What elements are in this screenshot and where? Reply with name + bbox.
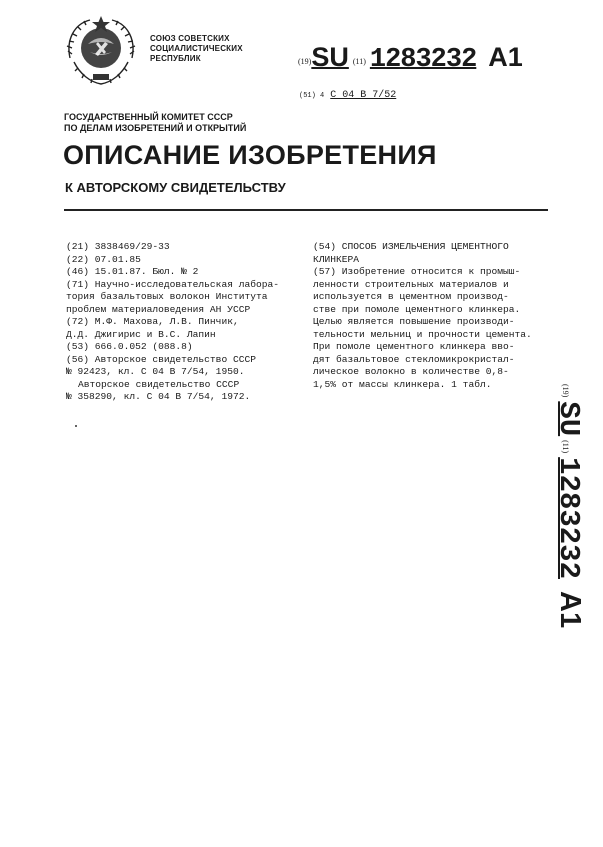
ipc-code: С 04 В 7/52 — [330, 90, 397, 101]
header-divider — [64, 209, 548, 211]
abstract-line: При помоле цементного клинкера вво- — [313, 341, 515, 352]
abstract-column — [313, 241, 545, 391]
biblio-line: (21) 3838469/29-33 — [66, 241, 170, 252]
abstract-line: тельности мельниц и прочности цемента. — [313, 328, 532, 340]
biblio-line: Д.Д. Джигирис и В.С. Лапин — [66, 328, 216, 340]
union-name — [150, 34, 243, 64]
union-line: РЕСПУБЛИК — [150, 54, 201, 63]
country-code: SU — [311, 42, 349, 72]
biblio-line: № 358290, кл. С 04 В 7/54, 1972. — [66, 391, 251, 402]
side-patent-code — [526, 384, 586, 684]
abstract-line: дят базальтовое стекломикрокристал- — [313, 353, 515, 365]
biblio-line: тория базальтовых волокон Института — [66, 291, 268, 302]
abstract-line: (54) СПОСОБ ИЗМЕЛЬЧЕНИЯ ЦЕМЕНТНОГО — [313, 241, 509, 252]
ussr-emblem-icon — [60, 10, 142, 92]
abstract-line: 1,5% от массы клинкера. 1 табл. — [313, 378, 492, 390]
committee-line: ПО ДЕЛАМ ИЗОБРЕТЕНИЙ И ОТКРЫТИЙ — [64, 123, 247, 133]
abstract-line: стве при помоле цементного клинкера. — [313, 303, 521, 315]
abstract-line: лическое волокно в количестве 0,8- — [313, 366, 509, 377]
bibliography-column — [66, 241, 296, 404]
biblio-line: проблем материаловедения АН УССР — [66, 303, 251, 315]
biblio-line: (22) 07.01.85 — [66, 253, 141, 265]
patent-number: 1283232 — [369, 45, 477, 75]
side-marker-11: (11) — [561, 440, 570, 454]
side-country-code: SU — [552, 401, 585, 437]
document-title: ОПИСАНИЕ ИЗОБРЕТЕНИЯ — [63, 140, 437, 170]
union-line: СОЦИАЛИСТИЧЕСКИХ — [150, 44, 243, 53]
patent-kind: A1 — [488, 42, 523, 72]
side-patent-kind: A1 — [554, 591, 586, 629]
abstract-line: КЛИНКЕРА — [313, 253, 360, 265]
biblio-line: № 92423, кл. С 04 В 7/54, 1950. — [66, 366, 245, 377]
code-marker-11: (11) — [352, 57, 366, 66]
biblio-line: (46) 15.01.87. Бюл. № 2 — [66, 266, 199, 277]
side-patent-code-rotated — [552, 384, 586, 628]
abstract-line: Целью является повышение производи- — [313, 316, 515, 327]
state-committee — [64, 112, 246, 134]
union-line: СОЮЗ СОВЕТСКИХ — [150, 34, 230, 43]
biblio-line: (71) Научно-исследовательская лабора- — [66, 278, 280, 290]
biblio-line: Авторское свидетельство СССР — [78, 378, 240, 390]
biblio-line: (72) М.Ф. Махова, Л.В. Пинчик, — [66, 316, 239, 327]
code-marker-19: (19) — [298, 57, 312, 66]
biblio-line: (53) 666.0.052 (088.8) — [66, 341, 193, 352]
committee-line: ГОСУДАРСТВЕННЫЙ КОМИТЕТ СССР — [64, 112, 233, 122]
ipc-classification — [299, 90, 396, 101]
abstract-line: ленности строительных материалов и — [313, 278, 509, 290]
side-patent-number: 1283232 — [552, 457, 585, 579]
ipc-marker: (51) 4 — [299, 92, 325, 100]
patent-code-line — [298, 42, 523, 75]
side-marker-19: (19) — [561, 384, 570, 398]
biblio-line: (56) Авторское свидетельство СССР — [66, 353, 256, 365]
abstract-line: (57) Изобретение относится к промыш- — [313, 266, 521, 277]
abstract-line: используется в цементном производ- — [313, 291, 509, 302]
scan-speck — [75, 425, 77, 427]
document-subtitle: К АВТОРСКОМУ СВИДЕТЕЛЬСТВУ — [65, 180, 286, 195]
